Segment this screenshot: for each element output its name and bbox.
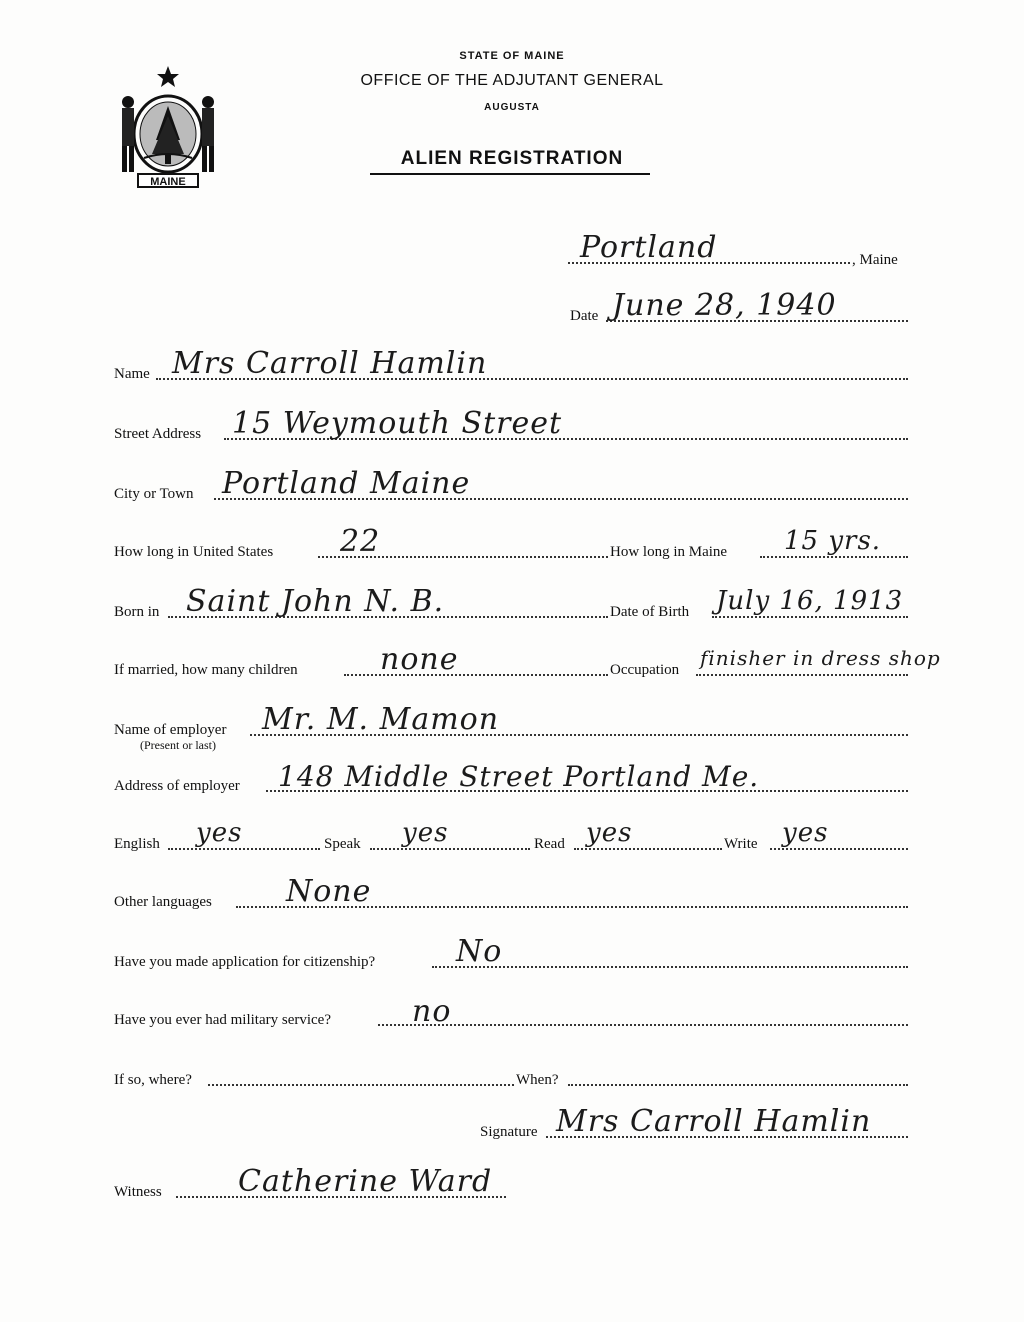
read-line bbox=[574, 848, 722, 850]
title-underline bbox=[370, 173, 650, 175]
military-line bbox=[378, 1024, 908, 1026]
other-languages-label: Other languages bbox=[114, 894, 212, 910]
employer-address-label: Address of employer bbox=[114, 778, 240, 794]
how-long-maine-label: How long in Maine bbox=[610, 544, 728, 560]
employer-label: Name of employer bbox=[114, 722, 227, 738]
citizenship-line bbox=[432, 966, 908, 968]
read-value: yes bbox=[586, 818, 633, 848]
office-heading: OFFICE OF THE ADJUTANT GENERAL bbox=[360, 72, 664, 89]
citizenship-label: Have you made application for citizenship? bbox=[114, 954, 376, 970]
how-long-maine-value: 15 yrs. bbox=[784, 526, 882, 556]
signature-value: Mrs Carroll Hamlin bbox=[556, 1104, 872, 1139]
seal-lettering: MAINE bbox=[150, 176, 186, 188]
city-heading: AUGUSTA bbox=[484, 102, 540, 113]
city-value: Portland Maine bbox=[222, 466, 471, 501]
write-value: yes bbox=[782, 818, 829, 848]
children-value: none bbox=[380, 642, 459, 677]
military-label: Have you ever had military service? bbox=[114, 1012, 331, 1028]
write-line bbox=[770, 848, 908, 850]
place-suffix: , Maine bbox=[852, 252, 898, 268]
speak-value: yes bbox=[402, 818, 449, 848]
how-long-maine-line bbox=[760, 556, 908, 558]
born-label: Born in bbox=[114, 604, 160, 620]
where-label: If so, where? bbox=[114, 1072, 192, 1088]
employer-sublabel: (Present or last) bbox=[140, 738, 216, 752]
speak-label: Speak bbox=[324, 836, 361, 852]
signature-label: Signature bbox=[480, 1124, 538, 1140]
street-value: 15 Weymouth Street bbox=[232, 406, 563, 441]
occupation-value: finisher in dress shop bbox=[700, 646, 941, 670]
dob-label: Date of Birth bbox=[610, 604, 690, 620]
read-label: Read bbox=[534, 836, 565, 852]
when-label: When? bbox=[516, 1072, 559, 1088]
form-title: ALIEN REGISTRATION bbox=[400, 148, 624, 169]
write-label: Write bbox=[724, 836, 758, 852]
speak-line bbox=[370, 848, 530, 850]
dob-line bbox=[712, 616, 908, 618]
name-value: Mrs Carroll Hamlin bbox=[172, 346, 488, 381]
name-label: Name bbox=[114, 366, 150, 382]
born-value: Saint John N. B. bbox=[186, 584, 445, 619]
other-languages-value: None bbox=[286, 874, 372, 909]
employer-address-value: 148 Middle Street Portland Me. bbox=[278, 760, 760, 793]
military-value: no bbox=[412, 994, 452, 1029]
when-line bbox=[568, 1084, 908, 1086]
state-heading: STATE OF MAINE bbox=[459, 50, 565, 62]
street-label: Street Address bbox=[114, 426, 202, 442]
date-value: June 28, 1940 bbox=[612, 288, 837, 323]
occupation-label: Occupation bbox=[610, 662, 680, 678]
place-value: Portland bbox=[580, 230, 718, 265]
dob-value: July 16, 1913 bbox=[716, 586, 904, 616]
how-long-us-value: 22 bbox=[340, 524, 381, 559]
english-value: yes bbox=[196, 818, 243, 848]
how-long-us-label: How long in United States bbox=[114, 544, 274, 560]
english-line bbox=[168, 848, 320, 850]
employer-value: Mr. M. Mamon bbox=[262, 702, 500, 737]
witness-label: Witness bbox=[114, 1184, 162, 1200]
where-line bbox=[208, 1084, 514, 1086]
date-label: Date bbox=[570, 308, 599, 324]
witness-value: Catherine Ward bbox=[238, 1164, 493, 1199]
children-label: If married, how many children bbox=[114, 662, 298, 678]
occupation-line bbox=[696, 674, 908, 676]
city-label: City or Town bbox=[114, 486, 194, 502]
english-label: English bbox=[114, 836, 160, 852]
citizenship-value: No bbox=[456, 934, 503, 969]
